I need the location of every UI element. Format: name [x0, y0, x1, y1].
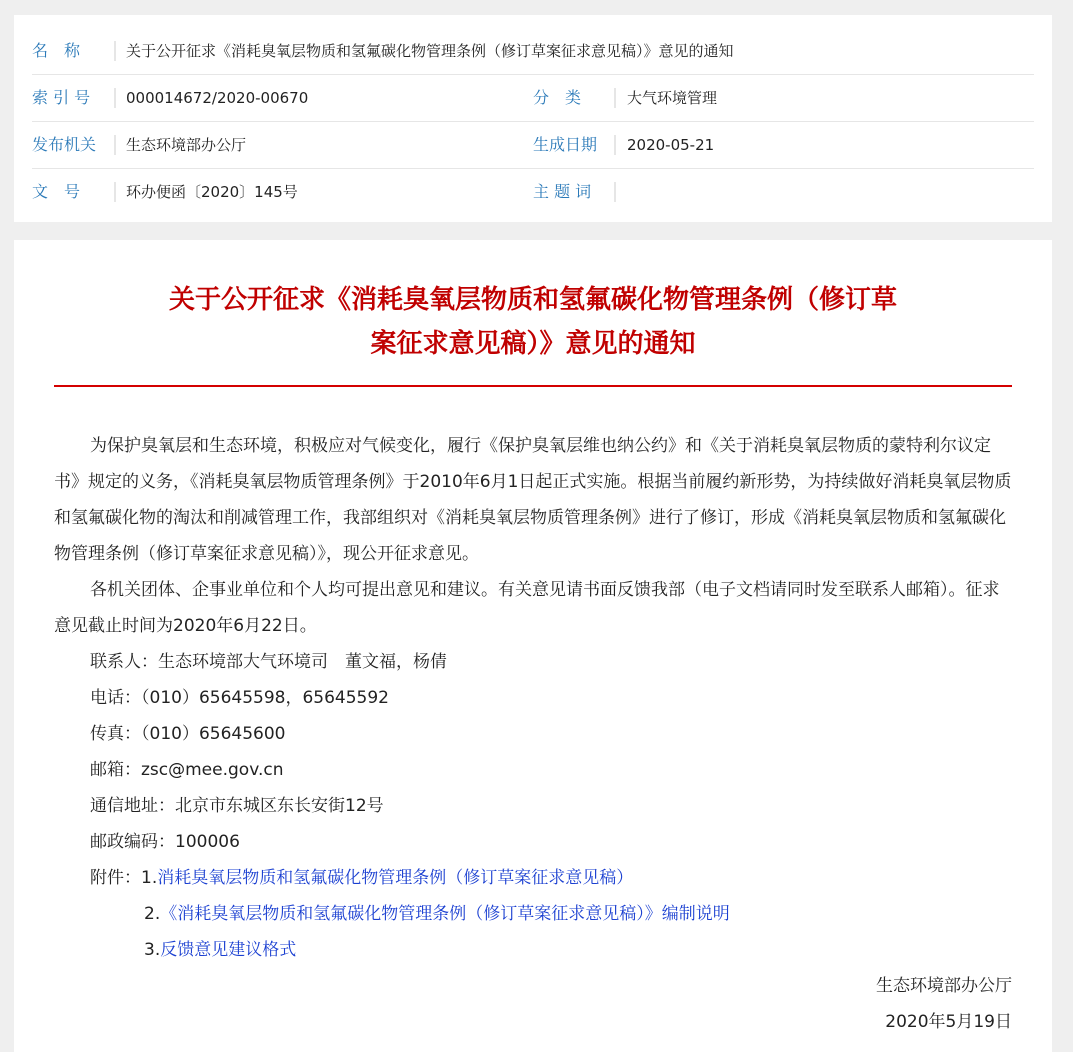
date-label: 生成日期 [533, 135, 598, 154]
signature: 生态环境部办公厅 [876, 976, 1012, 996]
paragraph-feedback: 各机关团体、企事业单位和个人均可提出意见和建议。有关意见请书面反馈我部（电子文档请同时发至联系人邮箱）。征求意见截止时间为2020年6月22日。 [54, 580, 1000, 636]
email-line: 邮箱：zsc@mee.gov.cn [90, 760, 284, 780]
attachment-3 [54, 932, 1014, 968]
separator [114, 88, 116, 108]
category-label: 分 类 [533, 88, 582, 107]
separator [614, 135, 616, 155]
title-line-1: 关于公开征求《消耗臭氧层物质和氢氟碳化物管理条例（修订草 [168, 285, 897, 315]
attachment-prefix: 附件：1. [90, 868, 158, 888]
address-line: 通信地址：北京市东城区东长安街12号 [90, 796, 384, 816]
metadata-panel [14, 15, 1052, 222]
document-panel [14, 240, 1052, 1052]
category-value: 大气环境管理 [627, 89, 718, 107]
docno-value: 环办便函〔2020〕145号 [126, 183, 298, 201]
postcode-line: 邮政编码：100006 [90, 832, 240, 852]
separator [114, 41, 116, 61]
attachment-3-number: 3. [144, 940, 161, 960]
separator [114, 182, 116, 202]
attachment-2 [54, 896, 1014, 932]
meta-row-name [32, 28, 1034, 75]
name-value: 关于公开征求《消耗臭氧层物质和氢氟碳化物管理条例（修订草案征求意见稿）》意见的通知 [126, 42, 734, 60]
separator [114, 135, 116, 155]
attachment-2-link[interactable]: 《消耗臭氧层物质和氢氟碳化物管理条例（修订草案征求意见稿）》编制说明 [160, 904, 730, 924]
paragraph-intro: 为保护臭氧层和生态环境，积极应对气候变化，履行《保护臭氧层维也纳公约》和《关于消耗臭氧层物质的蒙特利尔议定书》规定的义务，《消耗臭氧层物质管理条例》于2010年6月1日起正式实施。根据当前履约新形势，为持续做好消耗臭氧层物质和氢氟碳化物的淘汰和削减管理工作，我部组织对《消耗臭氧层物质管理条例》进行了修订，形成《消耗臭氧层物质和氢氟碳化物管理条例（修订草案征求意见稿）》，现公开征求意见。 [54, 436, 1012, 564]
issuer-label: 发布机关 [32, 135, 97, 154]
title-line-2: 案征求意见稿）》意见的通知 [370, 329, 696, 359]
attachment-1-link[interactable]: 消耗臭氧层物质和氢氟碳化物管理条例（修订草案征求意见稿） [157, 868, 634, 888]
attachment-3-link[interactable]: 反馈意见建议格式 [160, 940, 297, 960]
keywords-label: 主 题 词 [533, 182, 592, 201]
document-title [54, 278, 1012, 366]
index-label: 索 引 号 [32, 88, 91, 107]
index-value: 000014672/2020-00670 [126, 89, 309, 107]
phone-line: 电话：（010）65645598，65645592 [90, 688, 390, 708]
docno-label: 文 号 [32, 182, 81, 201]
separator [614, 88, 616, 108]
fax-line: 传真：（010）65645600 [90, 724, 286, 744]
document-body [54, 428, 1014, 1040]
meta-row-index [32, 75, 1034, 122]
meta-row-docno [32, 169, 1034, 215]
name-label: 名 称 [32, 41, 81, 60]
contact-line: 联系人：生态环境部大气环境司 董文福，杨倩 [90, 652, 447, 672]
issuer-value: 生态环境部办公厅 [126, 136, 247, 154]
date-value: 2020-05-21 [627, 136, 715, 154]
title-divider [54, 385, 1012, 387]
attachment-2-number: 2. [144, 904, 161, 924]
attachment-1 [54, 860, 1014, 896]
separator [614, 182, 616, 202]
meta-row-issuer [32, 122, 1034, 169]
signature-date: 2020年5月19日 [885, 1012, 1012, 1032]
